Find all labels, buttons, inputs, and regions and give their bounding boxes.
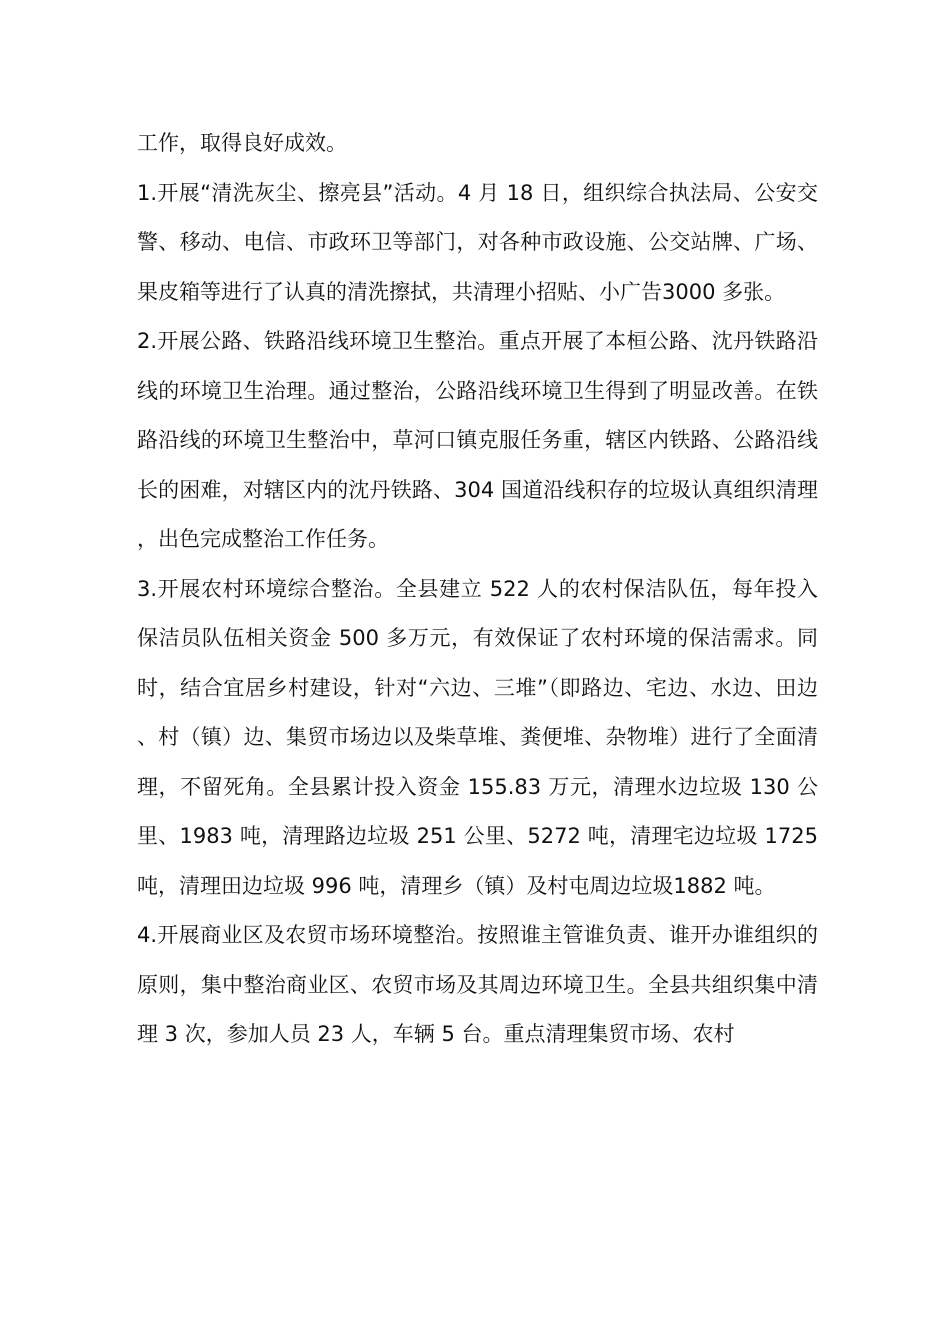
- paragraph-item-2: 2.开展公路、铁路沿线环境卫生整治。重点开展了本桓公路、沈丹铁路沿线的环境卫生治理。通过整治，公路沿线环境卫生得到了明显改善。在铁路沿线的环境卫生整治中，草河口镇克服任务重，辖区内铁路、公路沿线长的困难，对辖区内的沈丹铁路、304 国道沿线积存的垃圾认真组织清理，出色完成整治工作任务。: [137, 329, 818, 551]
- paragraph-item-1: 1.开展“清洗灰尘、擦亮县”活动。4 月 18 日，组织综合执法局、公安交警、移动、电信、市政环卫等部门，对各种市政设施、公交站牌、广场、果皮箱等进行了认真的清洗擦拭，共清理小招贴、小广告3000 多张。: [137, 180, 818, 304]
- paragraph-continuation: 工作，取得良好成效。: [137, 131, 347, 155]
- paragraph-item-3: 3.开展农村环境综合整治。全县建立 522 人的农村保洁队伍，每年投入保洁员队伍相关资金 500 多万元，有效保证了农村环境的保洁需求。同时，结合宜居乡村建设，针对“六边、三堆”（即路边、宅边、水边、田边、村（镇）边、集贸市场边以及柴草堆、粪便堆、杂物堆）进行了全面清理，不留死角。全县累计投入资金 155.83 万元，清理水边垃圾 130 公里、1983 吨，清理路边垃圾 251 公里、5272 吨，清理宅边垃圾 1725 吨，清理田边垃圾 996 吨，清理乡（镇）及村屯周边垃圾1882 吨。: [137, 576, 818, 898]
- paragraph-item-4: 4.开展商业区及农贸市场环境整治。按照谁主管谁负责、谁开办谁组织的原则，集中整治商业区、农贸市场及其周边环境卫生。全县共组织集中清理 3 次，参加人员 23 人，车辆 5 台。重点清理集贸市场、农村: [137, 923, 818, 1046]
- document-body: [137, 119, 818, 1060]
